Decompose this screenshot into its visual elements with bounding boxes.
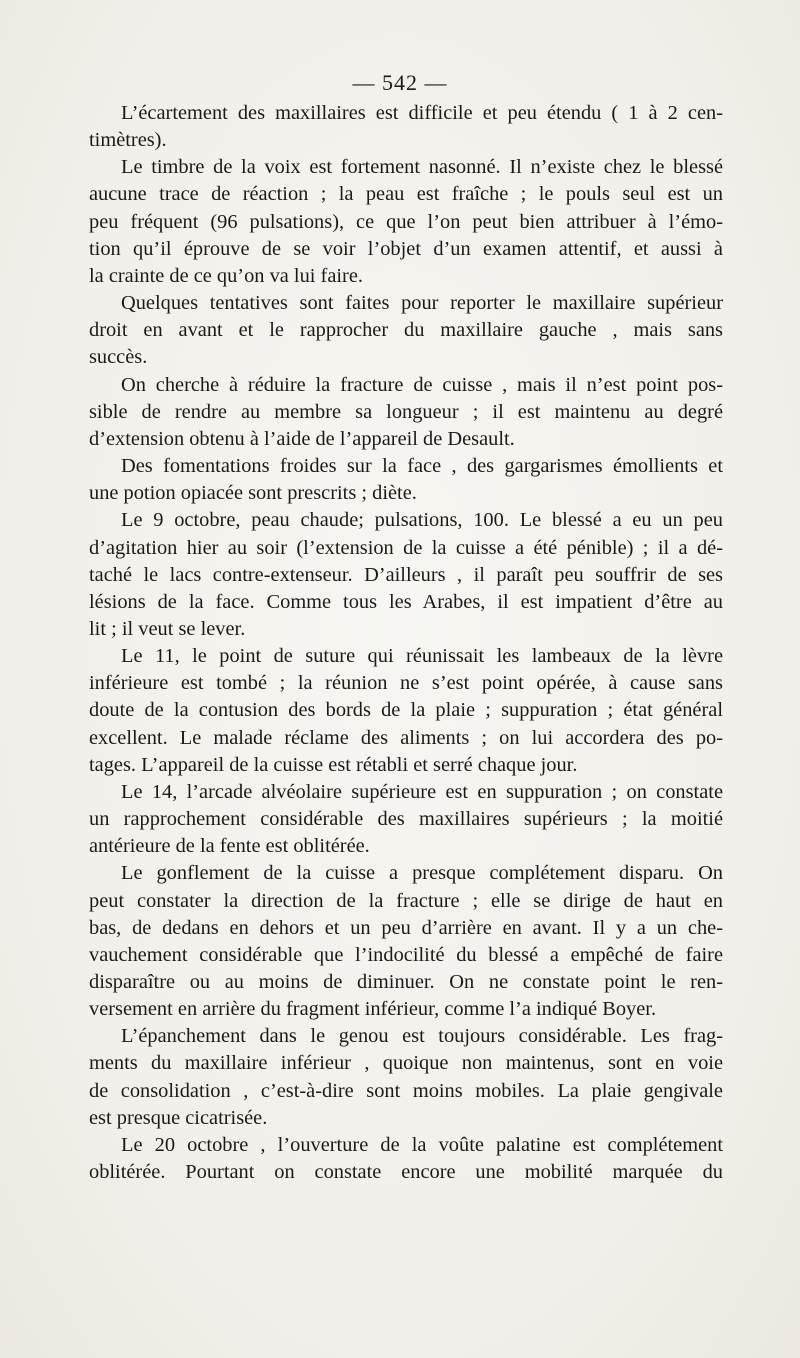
body-text: [89, 100, 723, 1186]
text-line: inférieure est tombé ; la réunion ne s’est point opérée, à cause sans: [89, 672, 723, 695]
text-line: d’agitation hier au soir (l’extension de la cuisse a été pénible) ; il a dé-: [89, 536, 723, 559]
text-line: On cherche à réduire la fracture de cuisse , mais il n’est point pos-: [121, 373, 723, 396]
text-line: timètres).: [89, 129, 167, 152]
text-line: de consolidation , c’est-à-dire sont moins mobiles. La plaie gengivale: [89, 1079, 723, 1102]
text-line: tion qu’il éprouve de se voir l’objet d’un examen attentif, et aussi à: [89, 237, 723, 260]
text-line: peut constater la direction de la fracture ; elle se dirige de haut en: [89, 889, 723, 912]
text-line: d’extension obtenu à l’aide de l’appareil de Desault.: [89, 427, 515, 450]
text-line: Le 14, l’arcade alvéolaire supérieure est en suppuration ; on constate: [121, 780, 723, 803]
text-line: peu fréquent (96 pulsations), ce que l’on peut bien attribuer à l’émo-: [89, 210, 723, 233]
text-line: bas, de dedans en dehors et un peu d’arrière en avant. Il y a un che-: [89, 916, 723, 939]
text-line: Le 20 octobre , l’ouverture de la voûte palatine est complétement: [121, 1133, 723, 1156]
text-line: L’épanchement dans le genou est toujours considérable. Les frag-: [121, 1025, 723, 1048]
text-line: Quelques tentatives sont faites pour reporter le maxillaire supérieur: [121, 292, 723, 315]
text-line: sible de rendre au membre sa longueur ; il est maintenu au degré: [89, 400, 723, 423]
text-line: aucune trace de réaction ; la peau est fraîche ; le pouls seul est un: [89, 183, 723, 206]
text-line: Des fomentations froides sur la face , des gargarismes émollients et: [121, 455, 723, 478]
text-line: lésions de la face. Comme tous les Arabes, il est impatient d’être au: [89, 590, 723, 613]
text-line: vauchement considérable que l’indocilité du blessé a empêché de faire: [89, 943, 723, 966]
text-line: Le timbre de la voix est fortement nasonné. Il n’existe chez le blessé: [121, 156, 723, 179]
text-line: Le gonflement de la cuisse a presque complétement disparu. On: [121, 862, 723, 885]
text-line: succès.: [89, 346, 148, 369]
text-line: la crainte de ce qu’on va lui faire.: [89, 264, 363, 287]
text-line: doute de la contusion des bords de la plaie ; suppuration ; état général: [89, 699, 723, 722]
text-line: disparaître ou au moins de diminuer. On ne constate point le ren-: [89, 971, 723, 993]
text-line: un rapprochement considérable des maxillaires supérieurs ; la moitié: [89, 808, 723, 831]
text-line: une potion opiacée sont prescrits ; diète.: [89, 482, 417, 505]
text-line: est presque cicatrisée.: [89, 1106, 268, 1129]
text-line: excellent. Le malade réclame des aliments ; on lui accordera des po-: [89, 726, 723, 749]
text-line: tages. L’appareil de la cuisse est rétabli et serré chaque jour.: [89, 753, 578, 776]
text-line: lit ; il veut se lever.: [89, 617, 246, 640]
text-line: ments du maxillaire inférieur , quoique non maintenus, sont en voie: [89, 1052, 723, 1075]
text-line: Le 9 octobre, peau chaude; pulsations, 100. Le blessé a eu un peu: [121, 509, 723, 532]
text-line: oblitérée. Pourtant on constate encore une mobilité marquée du: [89, 1161, 723, 1184]
text-line: taché le lacs contre-extenseur. D’ailleurs , il paraît peu souffrir de ses: [89, 563, 723, 586]
text-line: antérieure de la fente est oblitérée.: [89, 835, 370, 858]
page-number: — 542 —: [352, 70, 448, 95]
text-line: L’écartement des maxillaires est difficile et peu étendu ( 1 à 2 cen-: [121, 102, 723, 124]
text-line: Le 11, le point de suture qui réunissait les lambeaux de la lèvre: [121, 645, 723, 668]
text-line: droit en avant et le rapprocher du maxillaire gauche , mais sans: [89, 319, 723, 342]
text-line: versement en arrière du fragment inférieur, comme l’a indiqué Boyer.: [89, 998, 657, 1021]
